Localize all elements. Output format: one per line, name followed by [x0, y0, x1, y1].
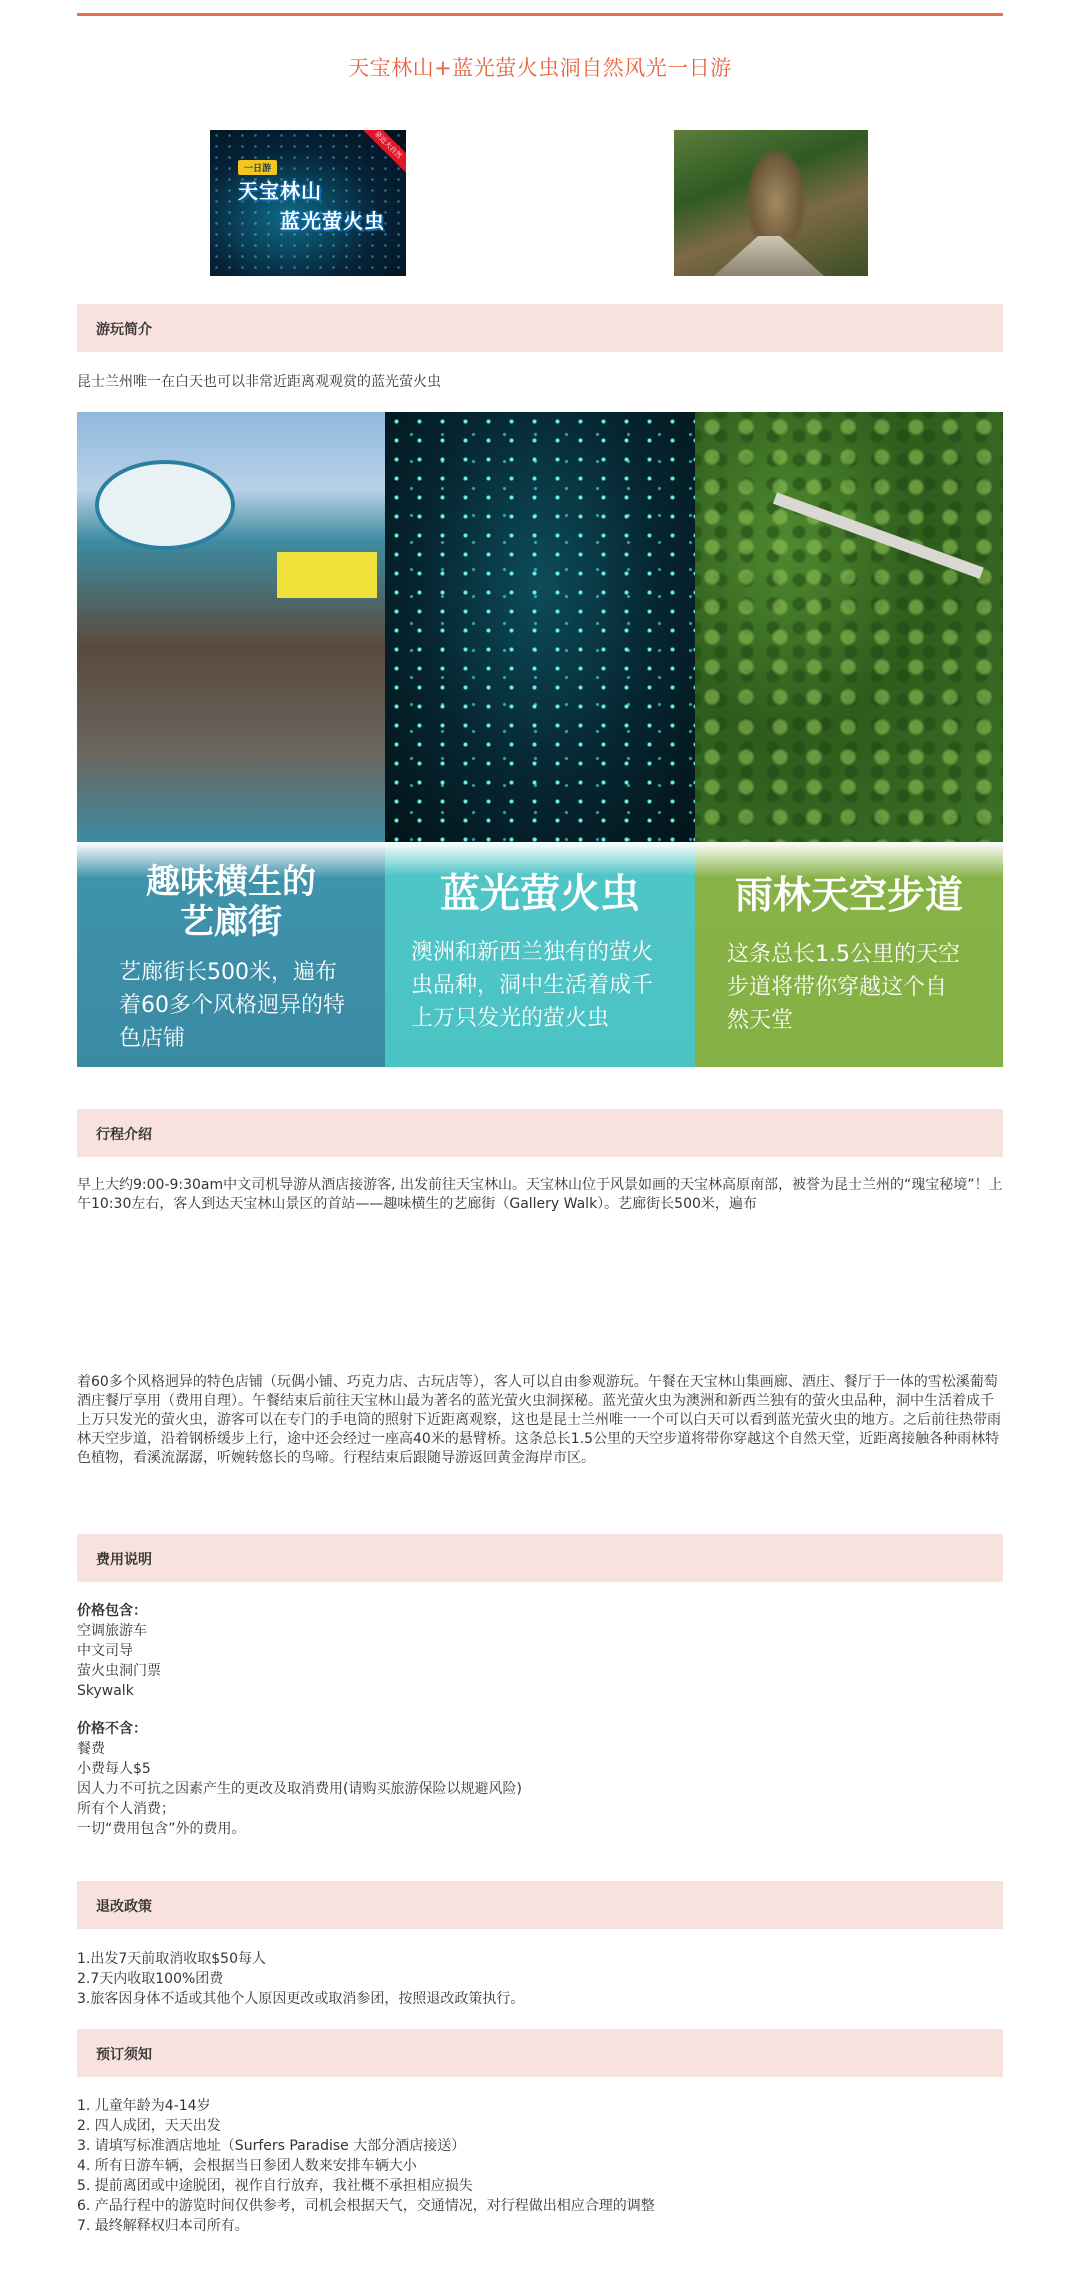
include-item: 空调旅游车: [77, 1623, 147, 1639]
banner-panel-gallery-walk: [77, 412, 385, 1067]
section-title: 游玩简介: [96, 322, 152, 338]
include-item: 中文司导: [77, 1643, 133, 1659]
section-header-refund: [77, 1881, 1003, 1929]
refund-list: [77, 1950, 1003, 2010]
panel-title-line2: 艺廊街: [180, 902, 282, 942]
notice-item: 7. 最终解释权归本司所有。: [77, 2218, 249, 2234]
include-item: 萤火虫洞门票: [77, 1663, 161, 1679]
notice-item: 4. 所有日游车辆，会根据当日参团人数来安排车辆大小: [77, 2158, 417, 2174]
fees-list: [77, 1602, 1003, 1840]
rainforest-thumbnail-image[interactable]: [674, 130, 868, 276]
refund-item: 1.出发7天前取消收取$50每人: [77, 1951, 266, 1967]
top-divider: [77, 13, 1003, 16]
section-title: 预订须知: [96, 2047, 152, 2063]
section-header-itinerary: [77, 1109, 1003, 1157]
notice-item: 3. 请填写标准酒店地址（Surfers Paradise 大部分酒店接送）: [77, 2138, 466, 2154]
section-header-fees: [77, 1534, 1003, 1582]
include-item: Skywalk: [77, 1683, 134, 1699]
notice-list: [77, 2097, 1003, 2237]
intro-text: 昆士兰州唯一在白天也可以非常近距离观观赏的蓝光萤火虫: [77, 374, 441, 390]
panel-caption: [77, 842, 385, 1067]
glowworm-thumbnail-image[interactable]: [210, 130, 406, 276]
refund-item: 3.旅客因身体不适或其他个人原因更改或取消参团，按照退改政策执行。: [77, 1991, 525, 2007]
glowworm-cave-photo: [385, 412, 695, 842]
spacer: [77, 1702, 1003, 1720]
gallery-walk-photo: [77, 412, 385, 842]
canopy-texture: [695, 412, 1003, 842]
exclude-item: 小费每人$5: [77, 1761, 151, 1777]
notice-item: 1. 儿童年龄为4-14岁: [77, 2098, 211, 2114]
section-title: 退改政策: [96, 1899, 152, 1915]
exclude-item: 所有个人消费；: [77, 1801, 175, 1817]
page-title: 天宝林山+蓝光萤火虫洞自然风光一日游: [348, 56, 732, 80]
itinerary-text-part2: 着60多个风格迥异的特色店铺（玩偶小铺、巧克力店、古玩店等），客人可以自由参观游玩。午餐在天宝林山集画廊、酒庄、餐厅于一体的雪松溪葡萄酒庄餐厅享用（费用自理）。午餐结束后前往天宝林山最为著名的蓝光萤火虫洞探秘。蓝光萤火虫为澳洲和新西兰独有的萤火虫品种，洞中生活着成千上万只发光的萤火虫，游客可以在专门的手电筒的照射下近距离观察，这也是昆士兰州唯一一个可以白天可以看到蓝光萤火虫的地方。之后前往热带雨林天空步道，沿着钢桥缓步上行，途中还会经过一座高40米的悬臂桥。这条总长1.5公里的天空步道将带你穿越这个自然天堂，近距离接触各种雨林特色植物，看溪流潺潺，听婉转悠长的鸟啼。行程结束后跟随导游返回黄金海岸市区。: [77, 1374, 1001, 1466]
honey-sign-shape: [277, 552, 377, 598]
thumbnail-ribbon: 亲近大自然: [355, 130, 406, 178]
section-title: 费用说明: [96, 1552, 152, 1568]
exclude-item: 一切“费用包含”外的费用。: [77, 1821, 246, 1837]
section-header-notice: [77, 2029, 1003, 2077]
rainforest-skywalk-photo: [695, 412, 1003, 842]
panel-description: 艺廊街长500米，遍布着60多个风格迥异的特色店铺: [119, 960, 345, 1051]
banner-panel-glowworm: [385, 412, 695, 1067]
panel-caption: [385, 842, 695, 1067]
thumbnail-title-line2: 蓝光萤火虫: [280, 209, 385, 233]
notice-item: 6. 产品行程中的游览时间仅供参考，司机会根据天气，交通情况，对行程做出相应合理的调整: [77, 2198, 655, 2214]
panel-title: 雨林天空步道: [734, 873, 963, 917]
thumbnail-title-line1: 天宝林山: [238, 179, 322, 203]
exclude-item: 餐费: [77, 1741, 105, 1757]
panel-title: 蓝光萤火虫: [440, 871, 640, 917]
price-exclude-label: 价格不含：: [77, 1721, 147, 1737]
notice-item: 2. 四人成团，天天出发: [77, 2118, 221, 2134]
panel-description: 这条总长1.5公里的天空步道将带你穿越这个自然天堂: [727, 942, 960, 1033]
notice-item: 5. 提前离团或中途脱团，视作自行放弃，我社概不承担相应损失: [77, 2178, 473, 2194]
panel-description: 澳洲和新西兰独有的萤火虫品种，洞中生活着成千上万只发光的萤火虫: [411, 940, 654, 1031]
thumbnail-tag: 一日游: [238, 160, 277, 175]
boardwalk-shape: [714, 236, 824, 276]
highlights-banner: [77, 412, 1003, 1067]
tree-trunk-shape: [746, 148, 806, 238]
section-header-intro: [77, 304, 1003, 352]
banner-panel-skywalk: [695, 412, 1003, 1067]
refund-item: 2.7天内收取100%团费: [77, 1971, 224, 1987]
section-title: 行程介绍: [96, 1127, 152, 1143]
glowworm-lights: [385, 412, 695, 842]
exclude-item: 因人力不可抗之因素产生的更改及取消费用(请购买旅游保险以规避风险): [77, 1781, 522, 1797]
panel-caption: [695, 842, 1003, 1067]
itinerary-text-part1: 早上大约9:00-9:30am中文司机导游从酒店接游客, 出发前往天宝林山。天宝林山位于风景如画的天宝林高原南部，被誉为昆士兰州的“瑰宝秘境”！上午10:30左右，客人到达天宝林山景区的首站——趣味横生的艺廊街（Gallery Walk）。艺廊街长500米，遍布: [77, 1177, 1003, 1212]
price-include-label: 价格包含：: [77, 1603, 147, 1619]
shop-sign-shape: [95, 460, 235, 550]
panel-title-line1: 趣味横生的: [146, 862, 316, 902]
